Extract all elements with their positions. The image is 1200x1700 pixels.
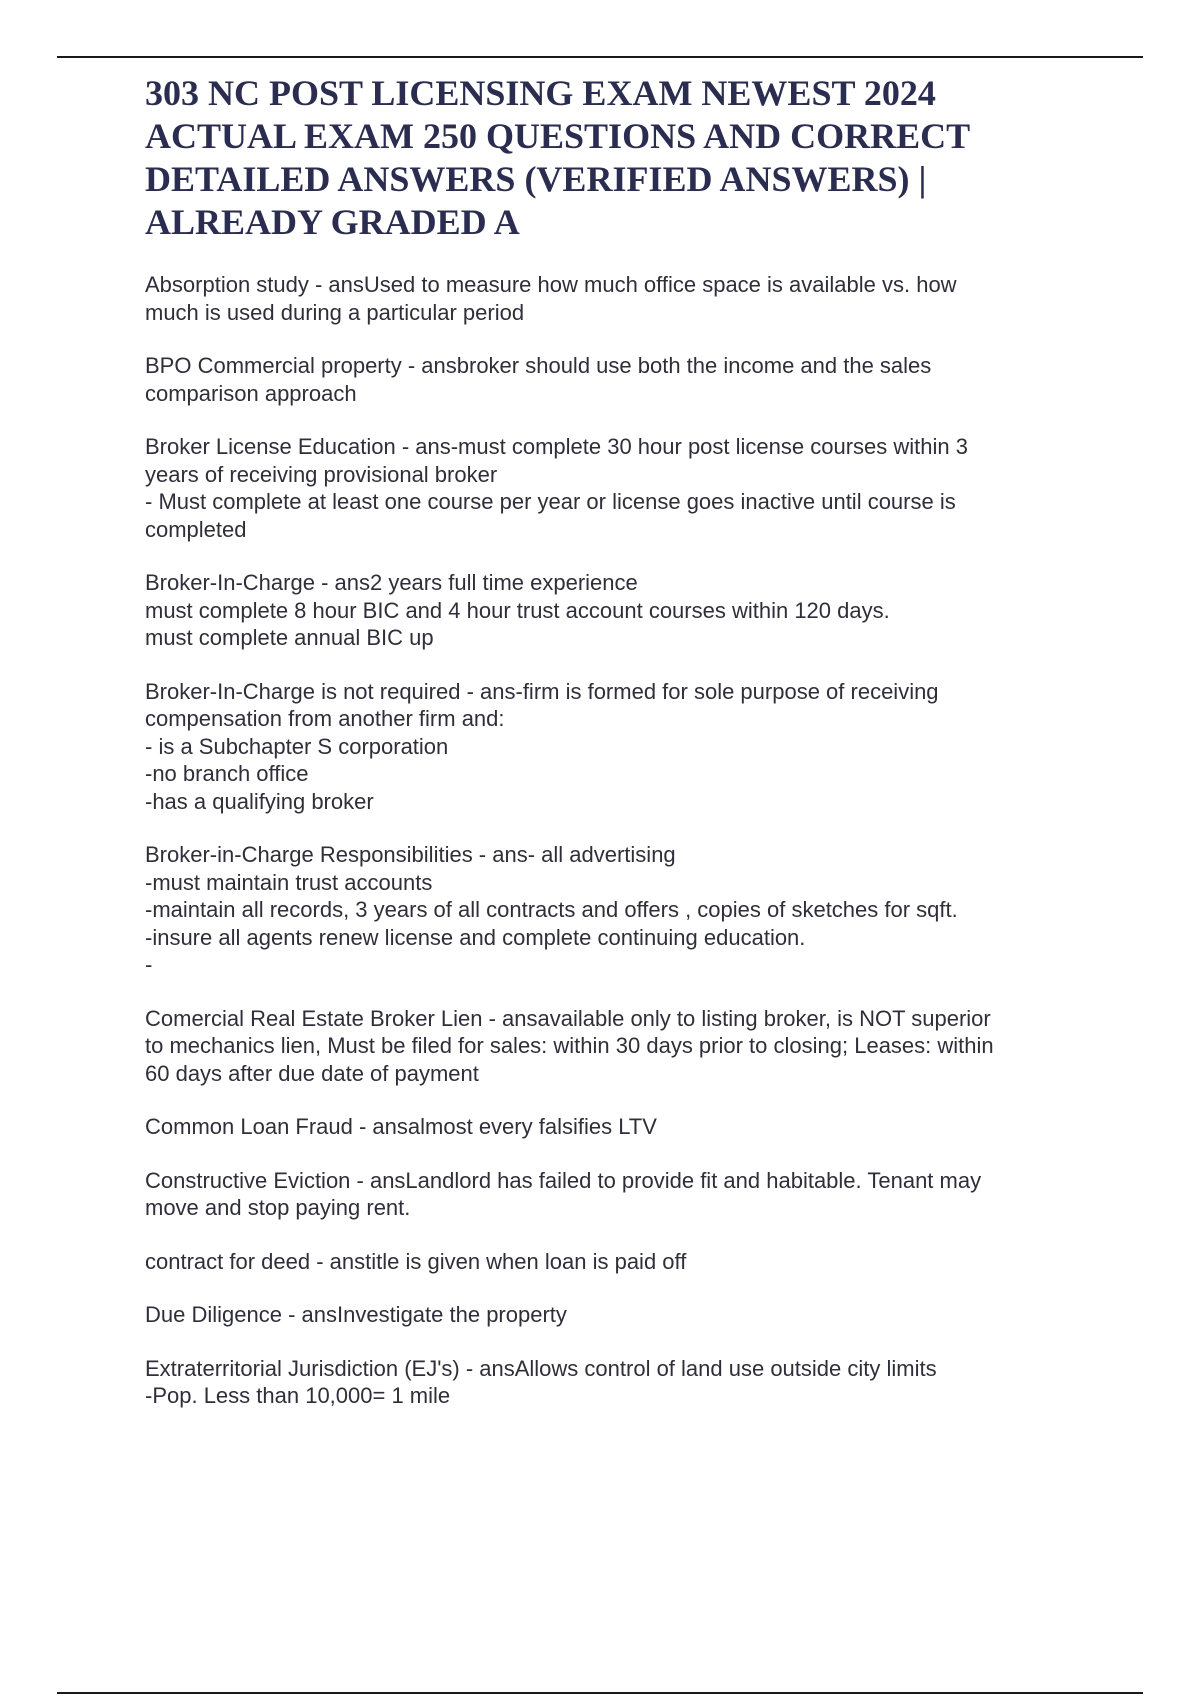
entry-line: BPO Commercial property - ansbroker should use both the income and the sales [145,353,932,378]
entry-line: much is used during a particular period [145,299,525,325]
title-line: 303 NC POST LICENSING EXAM NEWEST 2024 [145,73,936,113]
entry-line: Constructive Eviction - ansLandlord has failed to provide fit and habitable. Tenant may [145,1167,982,1193]
entry-line: compensation from another firm and: [145,706,505,731]
entry-line: -maintain all records, 3 years of all contracts and offers , copies of sketches for sqft. [145,897,958,922]
entry-common-loan-fraud [145,1113,1095,1141]
entry-line: must complete annual BIC up [145,625,434,650]
title-line: ACTUAL EXAM 250 QUESTIONS AND CORRECT [145,116,971,156]
entry-line: completed [145,516,247,542]
entry-bic-responsibilities [145,841,1095,979]
entry-bpo-commercial-property [145,352,1095,407]
entry-broker-license-education [145,433,1095,543]
title-line: DETAILED ANSWERS (VERIFIED ANSWERS) | [145,159,927,199]
entry-line: Absorption study - ansUsed to measure how much office space is available vs. how [145,272,957,297]
entry-line: Due Diligence - ansInvestigate the property [145,1302,567,1327]
entry-absorption-study [145,271,1095,326]
entry-due-diligence [145,1301,1095,1329]
entry-line: -has a qualifying broker [145,788,374,814]
entry-contract-for-deed [145,1248,1095,1276]
entry-line: to mechanics lien, Must be filed for sales: within 30 days prior to closing; Leases: within [145,1033,994,1058]
entry-line: comparison approach [145,380,357,406]
entry-line: Broker-in-Charge Responsibilities - ans- all advertising [145,842,676,867]
document-title [145,72,1065,244]
entry-line: contract for deed - anstitle is given when loan is paid off [145,1248,687,1274]
entry-line: Broker License Education - ans-must complete 30 hour post license courses within 3 [145,434,968,459]
entry-line: -no branch office [145,761,309,786]
top-rule [57,56,1143,58]
title-line: ALREADY GRADED A [145,202,520,242]
entry-line: -must maintain trust accounts [145,869,433,895]
entry-line: move and stop paying rent. [145,1195,411,1220]
entry-line: must complete 8 hour BIC and 4 hour trust account courses within 120 days. [145,597,890,623]
entry-list [145,271,1095,1436]
entry-line: Broker-In-Charge is not required - ans-firm is formed for sole purpose of receiving [145,678,939,704]
entry-line: 60 days after due date of payment [145,1060,479,1086]
entry-line: - [145,952,153,977]
entry-extraterritorial-jurisdiction [145,1355,1095,1410]
entry-constructive-eviction [145,1167,1095,1222]
entry-line: - Must complete at least one course per year or license goes inactive until course is [145,489,956,514]
entry-commercial-broker-lien [145,1005,1095,1088]
entry-line: Extraterritorial Jurisdiction (EJ's) - ansAllows control of land use outside city limits [145,1355,937,1381]
bottom-rule [57,1692,1143,1694]
entry-line: Broker-In-Charge - ans2 years full time experience [145,570,638,595]
entry-broker-in-charge [145,569,1095,652]
entry-line: Comercial Real Estate Broker Lien - ansavailable only to listing broker, is NOT superior [145,1005,991,1031]
entry-line: -insure all agents renew license and complete continuing education. [145,924,806,950]
entry-line: years of receiving provisional broker [145,461,498,487]
entry-line: Common Loan Fraud - ansalmost every falsifies LTV [145,1114,657,1139]
entry-bic-not-required [145,678,1095,816]
entry-line: - is a Subchapter S corporation [145,733,449,759]
entry-line: -Pop. Less than 10,000= 1 mile [145,1383,451,1408]
